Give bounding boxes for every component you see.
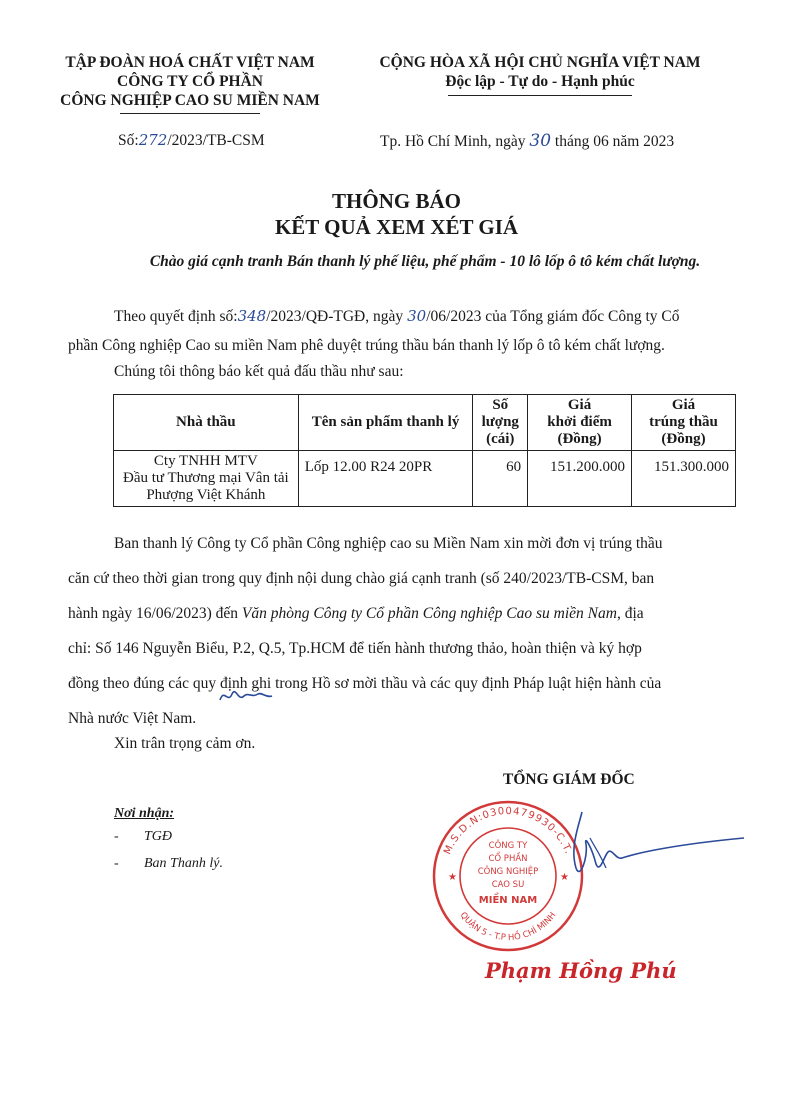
ref-handwritten-number: 272: [138, 131, 168, 149]
table-header-row: [114, 395, 736, 451]
decision-paragraph-line1: [114, 301, 754, 332]
org-company-type: CÔNG TY CỔ PHẦN: [117, 73, 263, 90]
cell-quantity: 60: [473, 451, 528, 507]
recipients-label: Nơi nhận:: [114, 806, 175, 821]
para1-text-c: /06/2023 của Tổng giám đốc Công ty Cổ: [426, 308, 680, 325]
national-motto: Độc lập - Tự do - Hạnh phúc: [445, 73, 635, 90]
document-subtitle: Chào giá cạnh tranh Bán thanh lý phế liệu, phế phẩm - 10 lô lốp ô tô kém chất lượng.: [149, 253, 701, 270]
header-win-l3: (Đồng): [661, 431, 706, 447]
recipient-item: - TGĐ: [114, 829, 173, 844]
results-table: [113, 394, 736, 507]
header-win-l2: trúng thầu: [649, 414, 718, 430]
invitation-line5: đồng theo đúng các quy định ghi trong Hồ sơ mời thầu và các quy định Pháp luật hiện hành của: [68, 675, 662, 692]
issue-date: [380, 131, 674, 151]
stamp-line3: CÔNG NGHIỆP: [477, 867, 539, 877]
title-subject: KẾT QUẢ XEM XÉT GIÁ: [274, 215, 519, 239]
header-quantity-l2: lượng: [481, 414, 519, 430]
bidder-line3: Phượng Việt Khánh: [146, 487, 266, 503]
header-start-l3: (Đồng): [557, 431, 602, 447]
invitation-line4: chỉ: Số 146 Nguyễn Biểu, P.2, Q.5, Tp.HCM để tiến hành thương thảo, hoàn thiện và ký hợp: [68, 640, 642, 657]
stamp-ring-text: M.S.D.N:0300479930-C.T.: [442, 805, 574, 857]
stamp-line5: MIỀN NAM: [478, 895, 538, 906]
stamp-line4: CAO SU: [491, 880, 525, 890]
header-start-l2: khởi điểm: [547, 414, 612, 430]
para1-text-a: Theo quyết định số:: [114, 308, 238, 325]
invitation-office-name: Văn phòng Công ty Cổ phần Công nghiệp Cao su miền Nam: [241, 605, 617, 622]
svg-text:★: ★: [560, 872, 569, 883]
bidder-line2: Đầu tư Thương mại Vân tải: [123, 470, 289, 486]
initials-signature: [216, 682, 276, 708]
decision-handwritten-day: 30: [407, 307, 427, 325]
header-bidder: Nhà thầu: [114, 395, 299, 451]
stamp-line1: CÔNG TY: [488, 841, 528, 851]
svg-text:QUẬN 5 - T.P HỒ CHÍ MINH: [458, 911, 559, 944]
title-notice: THÔNG BÁO: [332, 189, 461, 213]
cell-start-price: 151.200.000: [528, 451, 632, 507]
org-underline: [120, 113, 260, 114]
recipient-tgd: TGĐ: [144, 829, 173, 844]
date-suffix: tháng 06 năm 2023: [554, 133, 675, 150]
closing-thanks: Xin trân trọng cảm ơn.: [114, 735, 256, 752]
date-prefix: Tp. Hồ Chí Minh, ngày: [380, 133, 526, 150]
reference-number: [118, 131, 265, 150]
invitation-line3: [68, 599, 758, 629]
cell-bidder: [114, 451, 299, 507]
header-win-l1: Giá: [671, 397, 696, 413]
invitation-line6: Nhà nước Việt Nam.: [68, 710, 197, 727]
signer-name: Phạm Hồng Phú: [485, 958, 677, 983]
stamp-line2: CỔ PHẦN: [488, 854, 528, 864]
header-quantity-l1: Số: [492, 397, 509, 413]
invitation-line2: căn cứ theo thời gian trong quy định nội dung chào giá cạnh tranh (số 240/2023/TB-CSM, ban: [68, 570, 655, 587]
header-product: Tên sản phẩm thanh lý: [298, 395, 473, 451]
bidder-line1: Cty TNHH MTV: [153, 453, 258, 469]
invitation-line1: Ban thanh lý Công ty Cổ phần Công nghiệp cao su Miền Nam xin mời đơn vị trúng thầu: [114, 535, 663, 552]
header-quantity-l3: (cái): [486, 431, 515, 447]
signer-title: TỔNG GIÁM ĐỐC: [503, 771, 635, 788]
svg-text:★: ★: [448, 872, 457, 883]
para1-text-b: /2023/QĐ-TGĐ, ngày: [266, 308, 404, 325]
national-header: [360, 53, 720, 91]
header-winning-price: [632, 395, 736, 451]
header-start-l1: Giá: [567, 397, 592, 413]
recipient-liquidation-board: Ban Thanh lý.: [144, 856, 223, 871]
date-handwritten-day: 30: [529, 131, 552, 151]
header-quantity: [473, 395, 528, 451]
decision-paragraph-line2: phần Công nghiệp Cao su miền Nam phê duyệt trúng thầu bán thanh lý lốp ô tô kém chất lượng.: [68, 337, 665, 354]
result-intro: Chúng tôi thông báo kết quả đấu thầu như sau:: [114, 363, 404, 380]
cell-product: Lốp 12.00 R24 20PR: [298, 451, 473, 507]
stamp-ring-bottom: QUẬN 5 - T.P HỒ CHÍ MINH: [457, 910, 559, 944]
motto-underline: [448, 95, 632, 96]
decision-handwritten-number: 348: [237, 307, 267, 325]
ref-prefix: Số:: [118, 132, 139, 149]
national-title: CỘNG HÒA XÃ HỘI CHỦ NGHĨA VIỆT NAM: [379, 54, 701, 71]
invitation-line3-c: , địa: [616, 605, 644, 622]
recipient-item: - Ban Thanh lý.: [114, 856, 223, 871]
header-start-price: [528, 395, 632, 451]
org-parent: TẬP ĐOÀN HOÁ CHẤT VIỆT NAM: [65, 54, 315, 71]
cell-winning-price: 151.300.000: [632, 451, 736, 507]
organization-header: [40, 53, 340, 110]
ref-suffix: /2023/TB-CSM: [167, 132, 265, 149]
invitation-line3-a: hành ngày 16/06/2023) đến: [68, 605, 242, 622]
org-company-name: CÔNG NGHIỆP CAO SU MIỀN NAM: [60, 92, 320, 109]
table-row: [114, 451, 736, 507]
document-title: [0, 188, 793, 240]
director-signature: [530, 808, 770, 898]
